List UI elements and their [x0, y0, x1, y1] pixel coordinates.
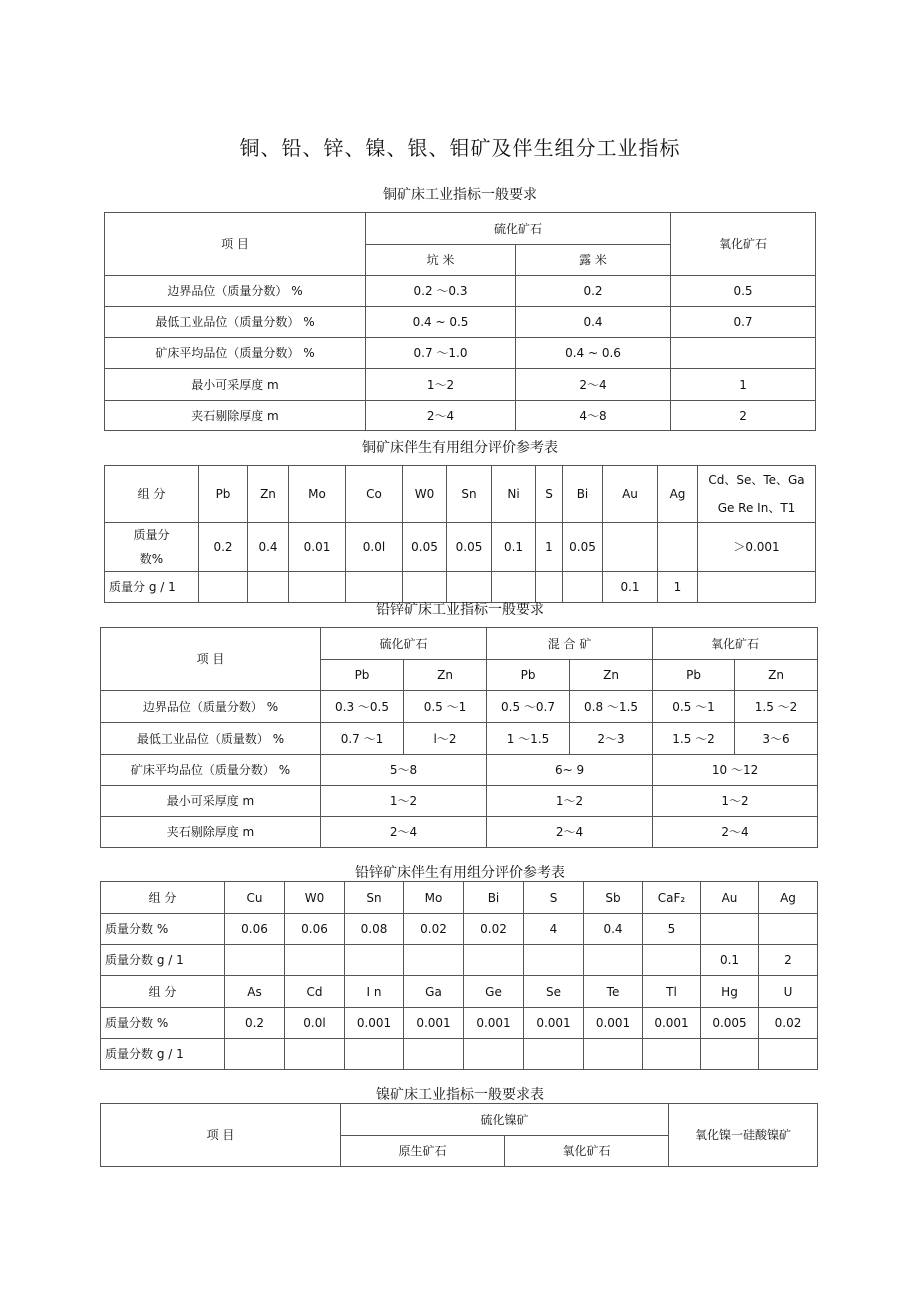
element: Cd: [285, 976, 345, 1008]
cell: [536, 572, 563, 603]
table-row: [101, 786, 818, 817]
header-sulfide: 硫化矿石: [321, 628, 487, 660]
cell: [285, 945, 345, 976]
cell: [603, 523, 658, 572]
header-item: 项 目: [105, 213, 366, 276]
cell: 0.05: [447, 523, 492, 572]
cell: [643, 945, 701, 976]
cell: ＞0.001: [698, 523, 816, 572]
header-oxide-nickel: 氧化镍一硅酸镍矿: [669, 1104, 818, 1167]
cell: [584, 1039, 643, 1070]
element: Sn: [447, 466, 492, 523]
cell: 1: [658, 572, 698, 603]
cell: 1〜2: [321, 786, 487, 817]
table-row: [101, 914, 818, 945]
cell: 0.4: [516, 307, 671, 338]
element: Ni: [492, 466, 536, 523]
cell: 1.5 〜2: [653, 723, 735, 755]
cell: [698, 572, 816, 603]
cell: 0.06: [285, 914, 345, 945]
table-row: [105, 338, 816, 369]
row-label: 矿床平均品位（质量分数） %: [101, 755, 321, 786]
table-row: [105, 523, 816, 572]
nickel-table-caption: 镍矿床工业指标一般要求表: [376, 1087, 544, 1103]
header-component: 组 分: [101, 976, 225, 1008]
cell: 0.5 〜0.7: [487, 691, 570, 723]
row-label: [105, 523, 199, 572]
element: Se: [524, 976, 584, 1008]
cell: 0.001: [345, 1008, 404, 1039]
header-component: 组 分: [105, 466, 199, 523]
table-row: [105, 401, 816, 431]
element-group: [698, 466, 816, 523]
cell: [248, 572, 289, 603]
table-row: [101, 723, 818, 755]
cell: [492, 572, 536, 603]
copper-indicator-table: [104, 212, 816, 431]
cell: 0.02: [404, 914, 464, 945]
cell: [199, 572, 248, 603]
cell: 1〜2: [653, 786, 818, 817]
cell: 2〜4: [487, 817, 653, 848]
element: W0: [285, 882, 345, 914]
header-zn: Zn: [570, 660, 653, 691]
cell: 0.005: [701, 1008, 759, 1039]
element: Au: [603, 466, 658, 523]
cell: 0.3 〜0.5: [321, 691, 404, 723]
cell: 5: [643, 914, 701, 945]
row-label: 质量分数 g / 1: [101, 1039, 225, 1070]
cell: [524, 945, 584, 976]
element: S: [536, 466, 563, 523]
cell: 0.4: [584, 914, 643, 945]
cell: [671, 338, 816, 369]
cell: 6~ 9: [487, 755, 653, 786]
element: Ag: [658, 466, 698, 523]
copper-table-caption: 铜矿床工业指标一般要求: [383, 187, 537, 203]
cell: 0.001: [584, 1008, 643, 1039]
cell: [759, 1039, 818, 1070]
cell: 4〜8: [516, 401, 671, 431]
element: U: [759, 976, 818, 1008]
table-row: [105, 369, 816, 401]
leadzinc-indicator-table: [100, 627, 818, 848]
copper-associated-table: [104, 465, 816, 603]
header-pb: Pb: [653, 660, 735, 691]
element: Hg: [701, 976, 759, 1008]
cell: 1〜2: [487, 786, 653, 817]
cell: 1: [671, 369, 816, 401]
header-item: 项 目: [101, 1104, 341, 1167]
cell: 0.001: [643, 1008, 701, 1039]
element: Tl: [643, 976, 701, 1008]
table-row: [105, 276, 816, 307]
cell: 0.5 〜1: [404, 691, 487, 723]
cell: 0.001: [404, 1008, 464, 1039]
cell: [285, 1039, 345, 1070]
cell: 0.4 ~ 0.6: [516, 338, 671, 369]
cell: 0.2: [225, 1008, 285, 1039]
cell: 2〜4: [516, 369, 671, 401]
cell: 0.02: [759, 1008, 818, 1039]
cell: 0.02: [464, 914, 524, 945]
cell: [345, 1039, 404, 1070]
page-title: 铜、铅、锌、镍、银、钼矿及伴生组分工业指标: [239, 136, 681, 160]
element: W0: [403, 466, 447, 523]
element: S: [524, 882, 584, 914]
cell: [464, 945, 524, 976]
cell: 0.7: [671, 307, 816, 338]
cell: 0.001: [464, 1008, 524, 1039]
cell: 2〜4: [321, 817, 487, 848]
header-oxidized-ore: 氧化矿石: [505, 1136, 669, 1167]
cell: 1〜2: [366, 369, 516, 401]
element: Sb: [584, 882, 643, 914]
header-oxide: 氧化矿石: [671, 213, 816, 276]
cell: l〜2: [404, 723, 487, 755]
cell: [225, 945, 285, 976]
row-label: 边界品位（质量分数） %: [101, 691, 321, 723]
row-label: 最小可采厚度 m: [101, 786, 321, 817]
cell: [701, 914, 759, 945]
row-label: 最低工业品位（质量数） %: [101, 723, 321, 755]
header-primary-ore: 原生矿石: [341, 1136, 505, 1167]
header-zn: Zn: [404, 660, 487, 691]
element-row: [101, 882, 818, 914]
cell: 0.2: [516, 276, 671, 307]
element: As: [225, 976, 285, 1008]
cell: 0.5 〜1: [653, 691, 735, 723]
header-component: 组 分: [101, 882, 225, 914]
element: Te: [584, 976, 643, 1008]
cell: [404, 945, 464, 976]
cell: 2〜4: [653, 817, 818, 848]
cell: 0.7 〜1.0: [366, 338, 516, 369]
header-sulfide-nickel: 硫化镍矿: [341, 1104, 669, 1136]
table-row: [101, 817, 818, 848]
row-label: 边界品位（质量分数） %: [105, 276, 366, 307]
row-label: 质量分 g / 1: [105, 572, 199, 603]
element: Ge: [464, 976, 524, 1008]
cell: 0.8 〜1.5: [570, 691, 653, 723]
leadzinc-associated-caption: 铅锌矿床伴生有用组分评价参考表: [355, 865, 565, 881]
cell: 0.08: [345, 914, 404, 945]
table-row: [101, 1008, 818, 1039]
cell: [345, 945, 404, 976]
leadzinc-associated-table: [100, 881, 818, 1070]
table-row: [105, 307, 816, 338]
row-label: 最低工业品位（质量分数） %: [105, 307, 366, 338]
cell: 0.5: [671, 276, 816, 307]
copper-associated-caption: 铜矿床伴生有用组分评价参考表: [362, 440, 558, 456]
cell: [404, 1039, 464, 1070]
cell: 5〜8: [321, 755, 487, 786]
row-label: 质量分数 g / 1: [101, 945, 225, 976]
cell: 0.4 ~ 0.5: [366, 307, 516, 338]
element: Mo: [289, 466, 346, 523]
element-row: [101, 976, 818, 1008]
row-label: 质量分数 %: [101, 914, 225, 945]
header-item: 项 目: [101, 628, 321, 691]
row-label: 矿床平均品位（质量分数） %: [105, 338, 366, 369]
element: I n: [345, 976, 404, 1008]
element: Co: [346, 466, 403, 523]
cell: [643, 1039, 701, 1070]
row-label: 质量分数 %: [101, 1008, 225, 1039]
cell: [225, 1039, 285, 1070]
element: Ga: [404, 976, 464, 1008]
cell: [584, 945, 643, 976]
cell: 1.5 〜2: [735, 691, 818, 723]
header-zn: Zn: [735, 660, 818, 691]
element: Bi: [563, 466, 603, 523]
header-oxide: 氧化矿石: [653, 628, 818, 660]
header-pb: Pb: [487, 660, 570, 691]
element: Mo: [404, 882, 464, 914]
cell: 0.7 〜1: [321, 723, 404, 755]
table-row: [101, 691, 818, 723]
cell: [346, 572, 403, 603]
row-label: 夹石剔除厚度 m: [101, 817, 321, 848]
cell: [658, 523, 698, 572]
cell: [701, 1039, 759, 1070]
element: Au: [701, 882, 759, 914]
cell: 1 〜1.5: [487, 723, 570, 755]
leadzinc-table-caption: 铅锌矿床工业指标一般要求: [376, 602, 544, 618]
element: Zn: [248, 466, 289, 523]
element: Sn: [345, 882, 404, 914]
row-label-line-1: 质量分: [133, 528, 170, 542]
element-row: [105, 466, 816, 523]
cell: 0.05: [403, 523, 447, 572]
element: Pb: [199, 466, 248, 523]
cell: 0.0l: [346, 523, 403, 572]
header-mixed: 混 合 矿: [487, 628, 653, 660]
cell: 2: [671, 401, 816, 431]
cell: 4: [524, 914, 584, 945]
cell: 2: [759, 945, 818, 976]
cell: [289, 572, 346, 603]
nickel-indicator-table: [100, 1103, 818, 1167]
cell: 0.01: [289, 523, 346, 572]
cell: [403, 572, 447, 603]
row-label-line-2: 数%: [139, 552, 164, 566]
cell: 0.1: [492, 523, 536, 572]
cell: 0.05: [563, 523, 603, 572]
cell: 0.001: [524, 1008, 584, 1039]
cell: 0.1: [701, 945, 759, 976]
cell: 10 〜12: [653, 755, 818, 786]
cell: [563, 572, 603, 603]
cell: [524, 1039, 584, 1070]
row-label: 最小可采厚度 m: [105, 369, 366, 401]
element: Bi: [464, 882, 524, 914]
cell: 3〜6: [735, 723, 818, 755]
cell: 0.06: [225, 914, 285, 945]
table-row: [101, 945, 818, 976]
cell: 2〜3: [570, 723, 653, 755]
cell: 0.1: [603, 572, 658, 603]
cell: 1: [536, 523, 563, 572]
cell: 0.2: [199, 523, 248, 572]
header-pit: 坑 米: [366, 245, 516, 276]
cell: 0.0l: [285, 1008, 345, 1039]
header-sulfide: 硫化矿石: [366, 213, 671, 245]
cell: 2〜4: [366, 401, 516, 431]
cell: [759, 914, 818, 945]
cell: [464, 1039, 524, 1070]
row-label: 夹石剔除厚度 m: [105, 401, 366, 431]
element-group-line-2: Ge Re In、T1: [717, 501, 796, 515]
cell: 0.4: [248, 523, 289, 572]
header-pb: Pb: [321, 660, 404, 691]
table-row: [101, 1039, 818, 1070]
table-row: [105, 572, 816, 603]
cell: [447, 572, 492, 603]
cell: 0.2 〜0.3: [366, 276, 516, 307]
element: CaF₂: [643, 882, 701, 914]
header-open-pit: 露 米: [516, 245, 671, 276]
table-row: [101, 755, 818, 786]
element: Ag: [759, 882, 818, 914]
element: Cu: [225, 882, 285, 914]
element-group-line-1: Cd、Se、Te、Ga: [708, 473, 805, 487]
